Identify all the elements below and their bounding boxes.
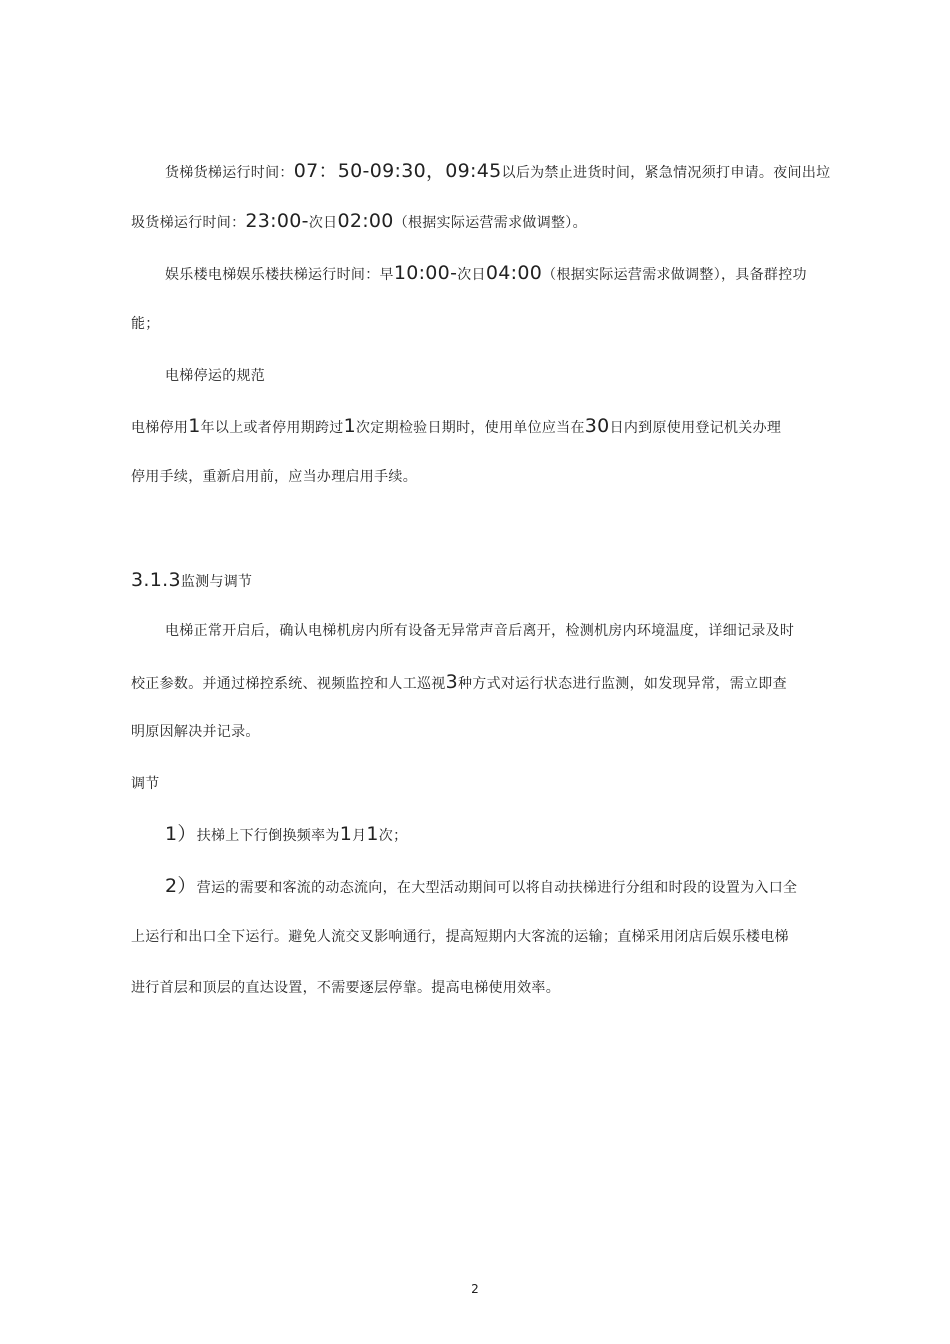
list-item-2-line-2: 上运行和出口全下运行。避免人流交叉影响通行，提高短期内大客流的运输；直梯采用闭店后娱乐楼电梯 <box>131 929 789 945</box>
section-heading <box>131 570 252 592</box>
entertainment-line-2: 能； <box>131 316 160 332</box>
list-item-2-line-3: 进行首层和顶层的直达设置，不需要逐层停靠。提高电梯使用效率。 <box>131 980 560 996</box>
section-title: 监测与调节 <box>180 574 253 590</box>
stop-rule-line-2: 停用手续，重新启用前，应当办理启用手续。 <box>131 469 417 485</box>
monitor-line-3: 明原因解决并记录。 <box>131 724 260 740</box>
list-item-2-line-1: 2）营运的需要和客流的动态流向，在大型活动期间可以将自动扶梯进行分组和时段的设置为入口全 <box>165 875 798 897</box>
section-number: 3.1.3 <box>131 569 181 591</box>
freight-line-2: 圾货梯运行时间：23:00-次日02:00（根据实际运营需求做调整）。 <box>131 210 587 232</box>
monitor-line-1: 电梯正常开启后，确认电梯机房内所有设备无异常声音后离开，检测机房内环境温度，详细记录及时 <box>165 623 795 639</box>
adjust-heading: 调节 <box>131 776 160 792</box>
monitor-line-2: 校正参数。并通过梯控系统、视频监控和人工巡视3种方式对运行状态进行监测，如发现异常，需立即查 <box>131 671 787 693</box>
stop-rule-line-1: 电梯停用1年以上或者停用期跨过1次定期检验日期时，使用单位应当在30日内到原使用登记机关办理 <box>131 415 782 437</box>
freight-line-1: 货梯货梯运行时间：07：50-09:30，09:45以后为禁止进货时间，紧急情况须打申请。夜间出垃 <box>165 160 831 182</box>
page-number: 2 <box>471 1282 479 1296</box>
entertainment-line-1: 娱乐楼电梯娱乐楼扶梯运行时间：早10:00-次日04:00（根据实际运营需求做调整），具备群控功 <box>165 262 807 284</box>
list-item-1: 1）扶梯上下行倒换频率为1月1次； <box>165 823 408 845</box>
stop-heading: 电梯停运的规范 <box>165 368 266 384</box>
